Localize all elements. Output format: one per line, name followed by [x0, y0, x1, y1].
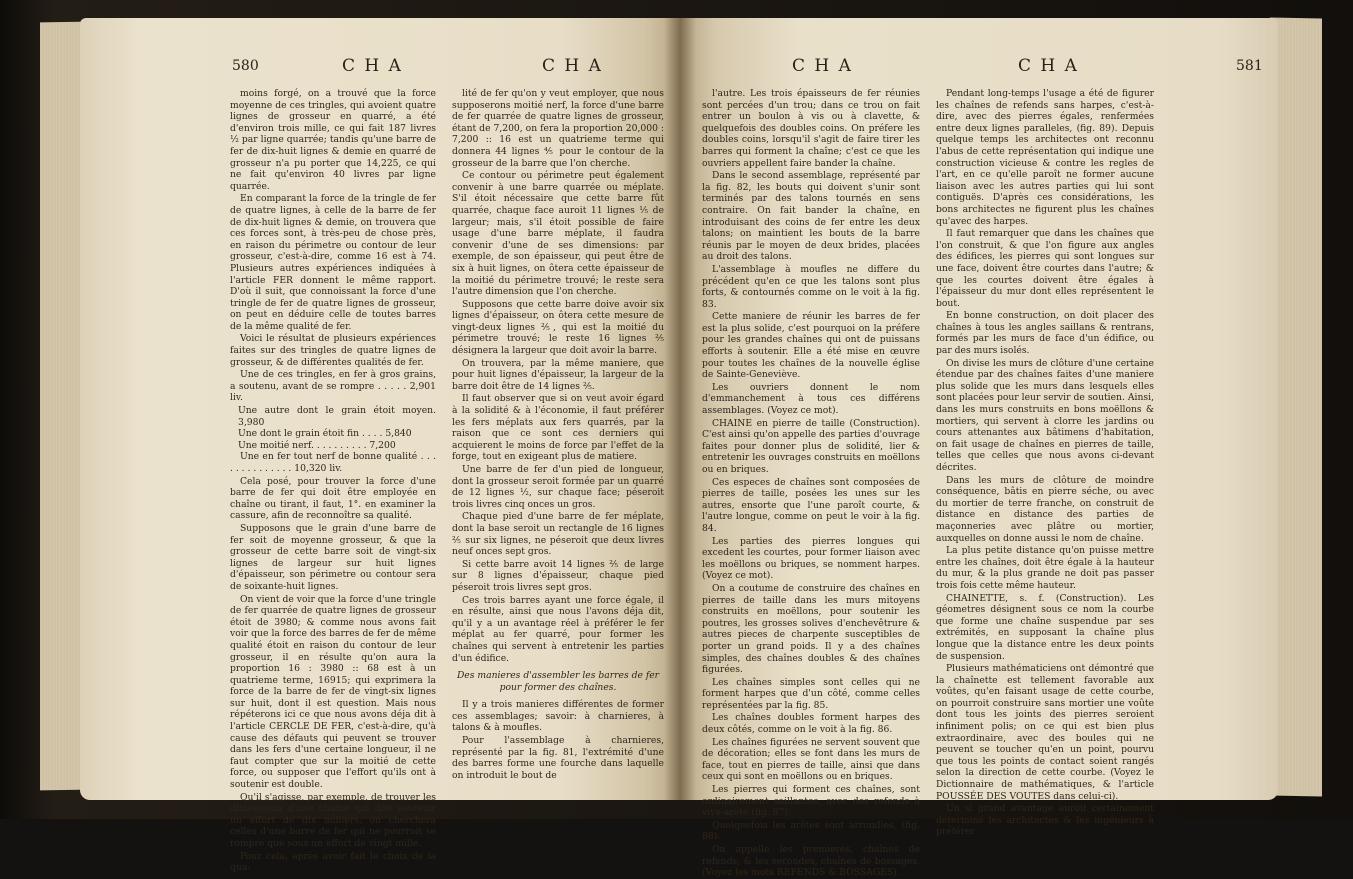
paragraph: En comparant la force de la tringle de fer de quatre lignes, à celle de la barre de fer de dix-huit lignes & demie, on trouvera que ces forces sont, à très-peu de chose près, en raison du périmetre ou contour de leur grosseur, c'est-à-dire, comme 16 est à 74. Plusieurs autres expériences indiquées à l'article FER donnent le même rapport. D'où il suit, que connoissant la force d'une tringle de fer de quatre lignes de grosseur, on peut en déduire celle de toutes barres de la même qualité de fer.	[230, 193, 436, 332]
paragraph: Qu'il s'agisse, par exemple, de trouver les dimensions d'une chaîne qui doit soutenir un effort de dix milliers, on cherchera celles d'une barre de fer qui ne pourroit se rompre que sous un effort de vingt mille.	[230, 791, 436, 849]
paragraph: Il faut remarquer que dans les chaînes que l'on construit, & que l'on figure aux angles des édifices, les pierres qui sont longues sur une face, doivent être courtes dans l'autre; & que les courtes doivent être égales à l'épaisseur du mur dont elles représentent le bout.	[936, 228, 1154, 309]
paragraph: Une moitié nerf. . . . . . . . . . 7,200	[238, 439, 396, 451]
paragraph: Cette maniere de réunir les barres de fer est la plus solide, c'est pourquoi on la préfere pour les grandes chaînes qui ont de puissans efforts à soutenir. Elle a été mise en œuvre pour toutes les chaînes de la nouvelle église de Sainte-Geneviève.	[702, 311, 920, 381]
paragraph: Des manieres d'assembler les barres de fer pour former des chaînes.	[456, 670, 660, 693]
paragraph: On vient de voir que la force d'une tringle de fer quarrée de quatre lignes de grosseur étoit de 3980; & comme nous avons fait voir que la force des barres de fer de même qualité étoit en raison du contour de leur grosseur, il en résulte qu'on aura la proportion 16 : 3980 :: 68 est à un quatrieme terme, 16915; qui exprimera la force de la barre de fer de vingt-six lignes sur huit, dont il est question. Mais nous répéterons ici ce que nous avons déja dit à l'article CERCLE DE FER, c'est-à-dire, qu'à cause des défauts qui peuvent se trouver dans les fers d'une certaine longueur, il ne faut compter que sur la moitié de cette force, ou supposer que l'effort qu'ils ont à soutenir est double.	[230, 593, 436, 791]
paragraph: Ces especes de chaînes sont composées de pierres de taille, posées les unes sur les autres, ensorte que l'une paroît courte, & l'autre longue, comme on peut le voir à la fig. 84.	[702, 476, 920, 534]
right-page	[680, 18, 1278, 879]
right-running-head-1: C H A	[792, 56, 853, 76]
paragraph: Plusieurs mathématiciens ont démontré que la chaînette est tellement favorable aux voûtes, qu'en faisant usage de cette courbe, on pourroit construire sans mortier une voûte dont tous les joints des pierres seroient infiniment polis; on ce qui est bien plus extraordinaire, avec des boules qui ne peuvent se toucher qu'en un point, pourvu que tous les points de contact soient rangés selon la direction de cette courbe. (Voyez le Dictionnaire de mathématiques, & l'article POUSSÉE DES VOUTES dans celui-ci).	[936, 663, 1154, 802]
right-page-column-2	[936, 88, 1154, 838]
paragraph: Ces trois barres ayant une force égale, il en résulte, ainsi que nous l'avons déja dit, qu'il y a un avantage réel à préférer le fer méplat au fer quarré, pour former les chaînes qui servent à entretenir les parties d'un édifice.	[452, 594, 664, 664]
left-running-head-2: C H A	[542, 56, 603, 76]
paragraph: Les chaînes figurées ne servent souvent que de décoration; elles se font dans les murs de face, tout en pierres de taille, ainsi que dans ceux qui sont en moëllons ou en briques.	[702, 736, 920, 783]
paragraph: On divise les murs de clôture d'une certaine étendue par des chaînes faites d'une maniere plus solide que les murs dans lesquels elles sont placées pour leur servir de soutien. Ainsi, dans les murs construits en bons moëllons & mortiers, qui servent à clorre les jardins ou cours attenantes aux bâtimens d'habitation, on fait usage de chaînes en pierres de taille, telles que celles que nous avons ci-devant décrites.	[936, 357, 1154, 473]
paragraph: CHAINETTE, s. f. (Construction). Les géometres désignent sous ce nom la courbe que forme une chaîne suspendue par ses extrémités, en supposant la chaîne plus longue que la distance entre les deux points de suspension.	[936, 592, 1154, 662]
paragraph: Pour cela, après avoir fait le choix de la qua-	[230, 850, 436, 874]
paragraph: CHAINE en pierre de taille (Construction). C'est ainsi qu'on appelle des parties d'ouvrage faites pour donner plus de solidité, lier & entretenir les ouvrages construits en moëllons ou en briques.	[702, 417, 920, 475]
paragraph: Les pierres qui forment ces chaînes, sont ordinairement saillantes, avec des refends à vive-arête (fig. 87).	[702, 784, 920, 819]
paragraph: Supposons que cette barre doive avoir six lignes d'épaisseur, on ôtera cette mesure de vingt-deux lignes ⅖, qui est la moitié du périmetre trouvé; le reste 16 lignes ⅖ désignera la largeur que doit avoir la barre.	[452, 298, 664, 357]
left-page-column-1	[230, 88, 436, 874]
paragraph: Dans les murs de clôture de moindre conséquence, bâtis en pierre séche, ou avec du mortier de terre franche, on construit de distance en distance des parties de maçonneries avec plâtre ou mortier, auxquelles on donne aussi le nom de chaîne.	[936, 474, 1154, 544]
paragraph: Une dont le grain étoit fin . . . . 5,840	[238, 428, 412, 440]
paragraph: Il faut observer que si on veut avoir égard à la solidité & à l'économie, il faut préférer les fers méplats aux fers quarrés, par la raison que ce sont ces derniers qui acquierent le moins de force par l'effet de la forge, tout en exigeant plus de matiere.	[452, 393, 664, 463]
paragraph: Il y a trois manieres différentes de former ces assemblages; savoir: à charnieres, à talons & à moufles.	[452, 699, 664, 734]
paragraph: Ce contour ou périmetre peut également convenir à une barre quarrée ou méplate. S'il étoit nécessaire que cette barre fût quarrée, chaque face auroit 11 lignes ⅕ de largeur; mais, s'il étoit possible de faire usage d'une barre méplate, il faudra convenir d'une de ses dimensions: par exemple, de son épaisseur, qui peut être de six à huit lignes, on ôtera cette épaisseur de la moitié du périmetre trouvé; le reste sera l'autre dimension que l'on cherche.	[452, 170, 664, 298]
paragraph: lité de fer qu'on y veut employer, que nous supposerons moitié nerf, la force d'une barre de fer quarrée de quatre lignes de grosseur, étant de 7,200, on fera la proportion 20,000 : 7,200 :: 16 est un quatrieme terme qui donnera 44 lignes ⅘ pour le contour de la grosseur de la barre que l'on cherche.	[452, 88, 664, 169]
paragraph: Une en fer tout nerf de bonne qualité . . . . . . . . . . . . . . 10,320 liv.	[230, 451, 436, 474]
paragraph: Les ouvriers donnent le nom d'emmanchement à tous ces différens assemblages. (Voyez ce mot).	[702, 381, 920, 417]
paragraph: l'autre. Les trois épaisseurs de fer réunies sont percées d'un trou; dans ce trou on fait entrer un boulon à vis ou à clavette, & quelquefois des doubles coins. On préfere les doubles coins, lorsqu'il s'agit de faire tirer les barres qui forment la chaîne; c'est ce que les ouvriers appellent faire bander la chaîne.	[702, 88, 920, 169]
right-running-head-2: C H A	[1018, 56, 1079, 76]
paragraph: Une barre de fer d'un pied de longueur, dont la grosseur seroit formée par un quarré de 12 lignes ½, sur chaque face; péseroit trois livres cinq onces un gros.	[452, 464, 664, 510]
paragraph: L'assemblage à moufles ne differe du précédent qu'en ce que les talons sont plus forts, & contournés comme on le voit à la fig. 83.	[702, 263, 920, 310]
paragraph: Chaque pied d'une barre de fer méplate, dont la base seroit un rectangle de 16 lignes ⅖ sur six lignes, ne péseroit que deux livres neuf onces sept gros.	[452, 511, 664, 558]
left-page-number: 580	[232, 58, 259, 74]
paragraph: Les parties des pierres longues qui excedent les courtes, pour former liaison avec les moëllons ou briques, se nomment harpes. (Voyez ce mot).	[702, 535, 920, 582]
paragraph: Quelquefois les arêtes sont arrondies, (fig. 88).	[702, 819, 920, 843]
paragraph: Pour l'assemblage à charnieres, représenté par la fig. 81, l'extrémité d'une des barres forme une fourche dans laquelle on introduit le bout de	[452, 735, 664, 781]
paragraph: Une de ces tringles, en fer à gros grains, a soutenu, avant de se rompre . . . . . 2,901 liv.	[230, 369, 436, 404]
paragraph: On trouvera, par la même maniere, que pour huit lignes d'épaisseur, la largeur de la barre doit être de 14 lignes ⅖.	[452, 357, 664, 392]
paragraph: Dans le second assemblage, représenté par la fig. 82, les bouts qui doivent s'unir sont terminés par des talons tournés en sens contraire. On fait bander la chaîne, en introduisant des coins de fer entre les deux talons; on maintient les bouts de la barre réunis par le moyen de deux brides, placées au droit des talons.	[702, 170, 920, 263]
paragraph: Les chaînes doubles forment harpes des deux côtés, comme on le voit à la fig. 86.	[702, 712, 920, 736]
paragraph: Cela posé, pour trouver la force d'une barre de fer qui doit être employée en chaîne ou tirant, il faut, 1°. en examiner la cassure, afin de reconnoître sa qualité.	[230, 475, 436, 522]
paragraph: On appelle les premieres, chaînes de refends, & les secondes, chaînes de bossages. (Voyez les mots REFENDS & BOSSAGES).	[702, 844, 920, 879]
paragraph: En bonne construction, on doit placer des chaînes à tous les angles saillans & rentrans, formés par les murs de face d'un édifice, ou par des murs isolés.	[936, 310, 1154, 357]
right-page-number: 581	[1236, 58, 1263, 74]
paragraph: Un si grand avantage auroit certainement déterminé les architectes & les ingénieurs à préférer	[936, 803, 1154, 838]
paragraph: moins forgé, on a trouvé que la force moyenne de ces tringles, qui avoient quatre lignes de grosseur en quarré, a été d'environ trois mille, ce qui fait 187 livres ½ par ligne quarrée; tandis qu'une barre de fer de dix-huit lignes & demie en quarré de grosseur n'a pu porter que 14,225, ce qui ne fait qu'environ 40 livres par ligne quarrée.	[230, 88, 436, 192]
paragraph: Si cette barre avoit 14 lignes ⅖ de large sur 8 lignes d'épaisseur, chaque pied péseroit trois livres sept gros.	[452, 558, 664, 593]
left-page-column-2	[452, 88, 664, 781]
paragraph: Supposons que le grain d'une barre de fer soit de moyenne grosseur, & que la grosseur de cette barre soit de vingt-six lignes de largeur sur huit lignes d'épaisseur, son périmetre ou contour sera de soixante-huit lignes.	[230, 522, 436, 592]
paragraph: On a coutume de construire des chaînes en pierres de taille dans les murs mitoyens construits en moëllons, pour soutenir les poutres, les grosses solives d'enchevêtrure & autres pieces de charpente susceptibles de porter un grand poids. Il y a des chaînes simples, des chaînes doubles & des chaînes figurées.	[702, 582, 920, 676]
paragraph: Une autre dont le grain étoit moyen. 3,980	[238, 405, 436, 428]
paragraph: La plus petite distance qu'on puisse mettre entre les chaînes, doit être égale à la hauteur du mur, & la plus grande ne doit pas passer trois fois cette même hauteur.	[936, 545, 1154, 591]
right-page-column-1	[702, 88, 920, 879]
paragraph: Voici le résultat de plusieurs expériences faites sur des tringles de quatre lignes de grosseur, & de différentes qualités de fer.	[230, 333, 436, 368]
book-gutter	[664, 18, 696, 800]
left-page	[80, 18, 680, 874]
paragraph: Pendant long-temps l'usage a été de figurer les chaînes de refends sans harpes, c'est-à-dire, avec des pierres égales, renfermées entre deux lignes paralleles, (fig. 89). Depuis quelque temps les architectes ont reconnu l'abus de cette représentation qui indique une construction vicieuse & contre les regles de l'art, en ce qu'elle paroît ne former aucune liaison avec les autres parties qui lui sont contiguës. D'après ces considérations, les bons architectes ne figurent plus les chaînes qu'avec des harpes.	[936, 88, 1154, 227]
left-running-head-1: C H A	[342, 56, 403, 76]
paragraph: Les chaînes simples sont celles qui ne forment harpes que d'un côté, comme celles représentées par la fig. 85.	[702, 676, 920, 711]
